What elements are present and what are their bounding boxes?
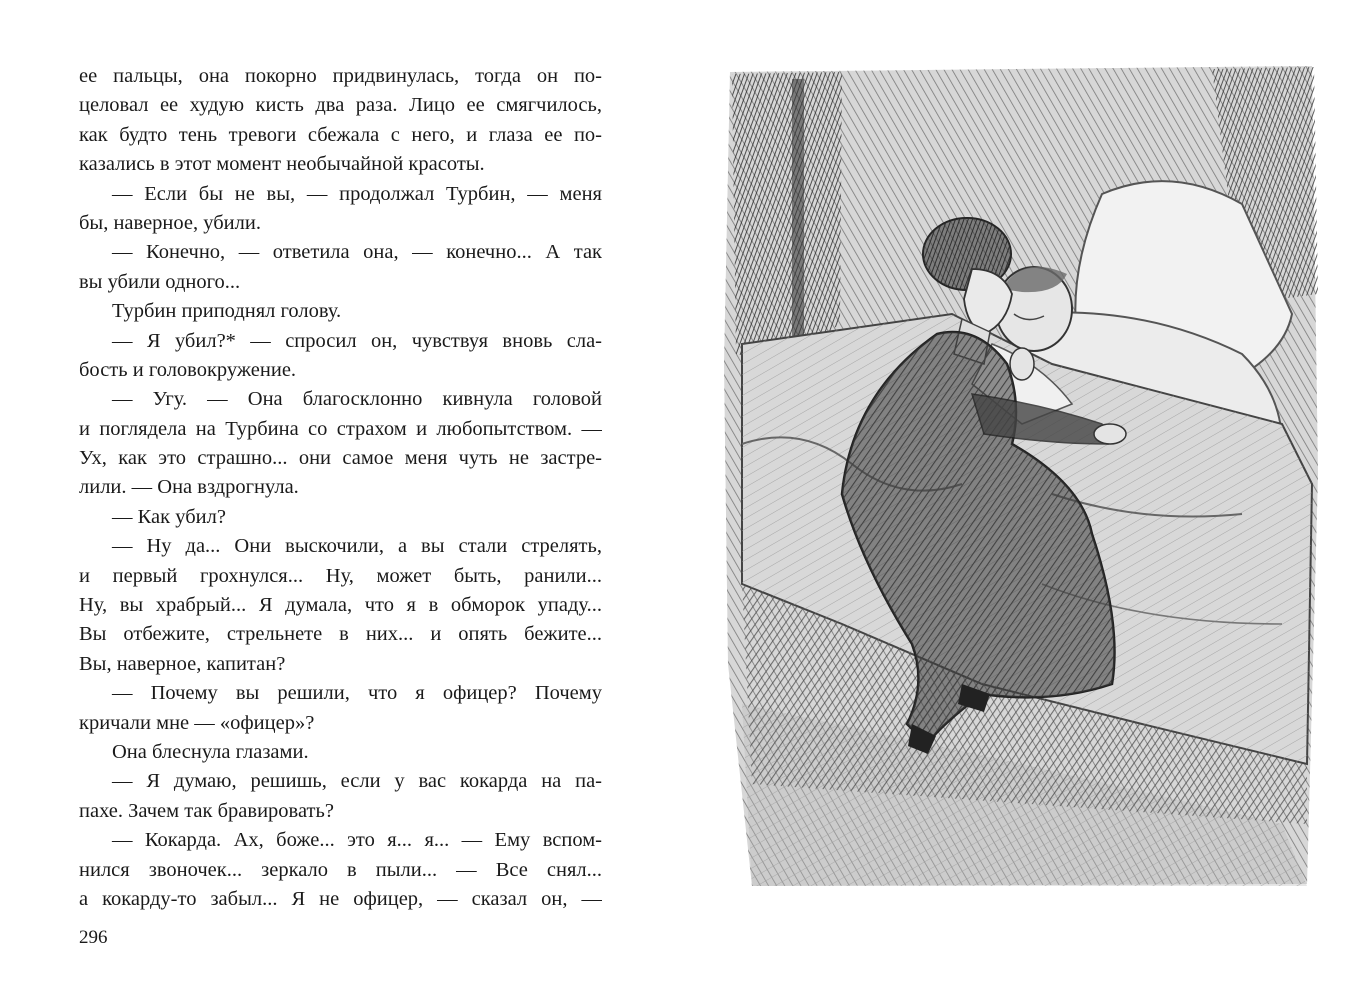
- text-line: — Угу. — Она благосклонно кивнула головой: [112, 388, 602, 411]
- text-line: Ух, как это страшно... они самое меня чуть не застре-: [79, 447, 602, 470]
- text-line: Вы, наверное, капитан?: [79, 652, 286, 675]
- text-line: казались в этот момент необычайной красоты.: [79, 153, 485, 176]
- text-line: — Ну да... Они выскочили, а вы стали стрелять,: [112, 535, 602, 558]
- text-line: нился звоночек... зеркало в пыли... — Все снял...: [79, 858, 602, 881]
- text-line: — Кокарда. Ах, боже... это я... я... — Ему вспом-: [112, 829, 602, 852]
- text-line: — Конечно, — ответила она, — конечно... А так: [112, 241, 602, 264]
- text-line: вы убили одного...: [79, 270, 241, 293]
- text-line: — Если бы не вы, — продолжал Турбин, — меня: [112, 182, 602, 205]
- text-column: [79, 62, 602, 914]
- text-line: — Почему вы решили, что я офицер? Почему: [112, 682, 602, 705]
- text-line: Вы отбежите, стрельнете в них... и опять бежите...: [79, 623, 602, 646]
- text-line: целовал ее худую кисть два раза. Лицо ее смягчилось,: [79, 94, 602, 117]
- text-line: кричали мне — «офицер»?: [79, 711, 315, 734]
- text-line: Турбин приподнял голову.: [112, 300, 342, 323]
- text-line: а кокарду-то забыл... Я не офицер, — сказал он, —: [79, 887, 602, 910]
- text-line: и первый грохнулся... Ну, может быть, ранили...: [79, 564, 602, 587]
- text-line: Она блеснула глазами.: [112, 740, 309, 763]
- text-line: лили. — Она вздрогнула.: [79, 476, 299, 499]
- pencil-illustration: [722, 64, 1322, 890]
- text-line: как будто тень тревоги сбежала с него, и глаза ее по-: [79, 123, 602, 146]
- text-line: и поглядела на Турбина со страхом и любопытством. —: [79, 417, 602, 440]
- text-line: бость и головокружение.: [79, 358, 297, 381]
- text-line: ее пальцы, она покорно придвинулась, тогда он по-: [79, 65, 602, 87]
- text-line: — Как убил?: [112, 505, 226, 528]
- text-line: Ну, вы храбрый... Я думала, что я в обморок упаду...: [79, 594, 602, 617]
- text-line: пахе. Зачем так бравировать?: [79, 799, 334, 822]
- text-line: — Я убил?* — спросил он, чувствуя вновь сла-: [112, 329, 602, 352]
- page-number: 296: [79, 927, 108, 948]
- window-curtain: [732, 72, 842, 364]
- text-line: — Я думаю, решишь, если у вас кокарда на па-: [112, 770, 602, 793]
- text-line: бы, наверное, убили.: [79, 211, 261, 234]
